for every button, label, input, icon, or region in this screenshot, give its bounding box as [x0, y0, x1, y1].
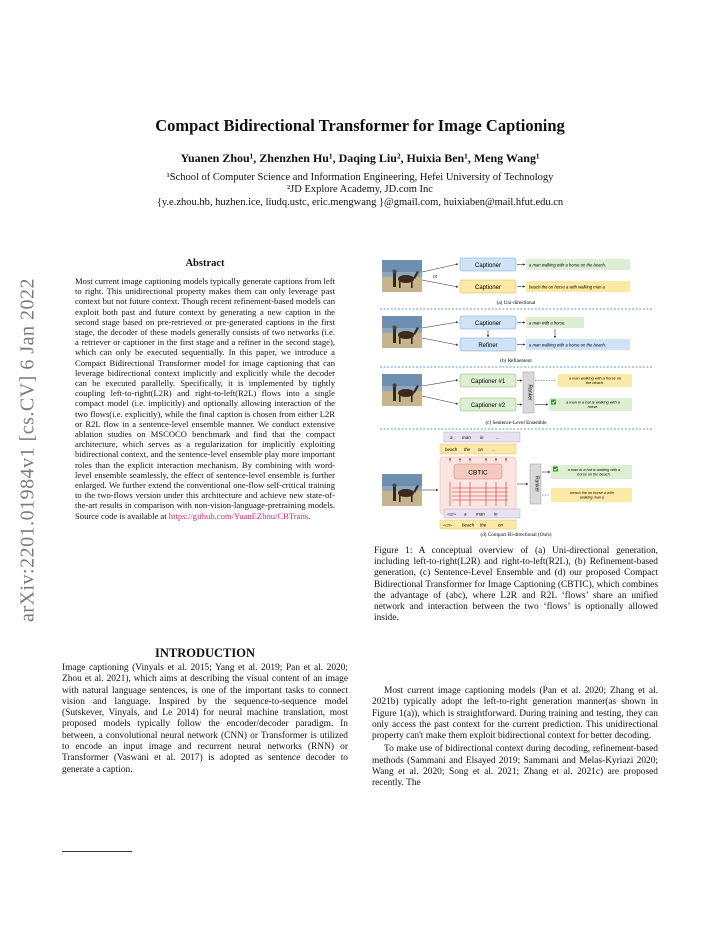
- panel-b-label: (b) Refinement: [500, 358, 532, 364]
- figure-1: [380, 252, 652, 539]
- ranker-label: Ranker: [526, 384, 533, 401]
- coarse-caption: a man with a horse.: [529, 320, 566, 326]
- captioner-label: Captioner: [474, 321, 502, 327]
- token: a: [450, 435, 453, 440]
- check-icon: [553, 467, 558, 472]
- or-label: or: [433, 274, 438, 280]
- intro-column-right: [372, 686, 658, 790]
- token: the: [480, 522, 487, 528]
- token: beach: [462, 522, 475, 528]
- selected-caption: a man in a hat is walking with a horse on the beach.: [567, 468, 621, 477]
- paper-title: Compact Bidirectional Transformer for Image Captioning: [155, 116, 565, 135]
- captioner-label: Captioner: [474, 263, 502, 269]
- token: <l2r>: [447, 511, 457, 517]
- abstract-text: Most current image captioning models typically generate captions from left to right. This unidirectional property makes them can only leverage past context but not future context. Though recent refinement-based models can exploit both past and future context by generating a new caption in the second stage based on pre-retrieved or pre-generated captions in the first stage, the decoder of these models generally consists of two networks (i.e. a retriever or captioner in the first stage and a refiner in the second stage), which can only be executed sequentially. In this paper, we introduce a Compact Bidirectional Transformer model for image captioning that can leverage bidirectional context implicitly and explicitly while the decoder can be executed parallelly. Specifically, it is implemented by tightly coupling left-to-right(L2R) and right-to-left(R2L) flows into a single compact model (i.e. implicitly) and optionally allowing interaction of the two flows(i.e. explicitly), while the final caption is chosen from either L2R or R2L flow in a sentence-level ensemble manner. We conduct extensive ablation studies on MSCOCO benchmark and find that the compact architecture, which serves as a regularization for implicitly exploiting bidirectional context, and the sentence-level ensemble play more important roles than the explicit interaction mechanism. By combining with word-level ensemble seamlessly, the effect of sentence-level ensemble is further enlarged. We further extend the conventional one-flow self-critical training to the two-flows version under this architecture and achieve new state-of-the-art results in comparison with non-vision-language-pretraining models. Source code is available at: [75, 276, 335, 521]
- panel-c-image: [382, 374, 422, 406]
- token: <r2l>: [443, 522, 453, 528]
- token: beach: [445, 447, 458, 452]
- ranker-label: Ranker: [533, 475, 540, 493]
- intro-paragraph-1: Image captioning (Vinyals et al. 2015; Yang et al. 2019; Pan et al. 2020; Zhou et al. 2021), which aims at describing the visual content of an image with natural language sentences, is one of the important tasks to connect vision and language. Inspired by the sequence-to-sequence model (Sutskever, Vinyals, and Le 2014) for neural machine translation, most proposed models typically follow the encoder/decoder paradigm. In between, a convolutional neural network (CNN) or Transformer is utilized to encode an input image and recurrent neural networks (RNN) or Transformer (Vaswani et al. 2017) is adopted as sentence decoder to generate a caption.: [62, 663, 348, 775]
- panel-a-uni-directional: [380, 258, 652, 309]
- refined-caption: a man walking with a horse on the beach.: [529, 342, 607, 348]
- token: in: [494, 511, 498, 517]
- introduction-heading: INTRODUCTION: [154, 646, 255, 660]
- captioner-1-label: Captioner #1: [470, 379, 506, 385]
- token: man: [462, 435, 471, 440]
- panel-a-label: (a) Uni-directional: [496, 300, 536, 306]
- token: on: [498, 522, 504, 528]
- refiner-label: Refiner: [478, 343, 498, 349]
- selected-caption: a man in a hat is walking with a horse.: [566, 399, 620, 410]
- abstract-body: Most current image captioning models typically generate captions from left to right. This unidirectional property makes them can only leverage past context but not future context. Though recent refinement-based models can exploit both past and future context by generating a new caption in the second stage based on pre-retrieved or pre-generated captions in the first stage, the decoder of these models generally consists of two networks (i.e. a retriever or captioner in the first stage and a refiner in the second stage), which can only be executed sequentially. In this paper, we introduce a Compact Bidirectional Transformer model for image captioning that can leverage bidirectional context implicitly and explicitly while the decoder can be executed parallelly. Specifically, it is implemented by tightly coupling left-to-right(L2R) and right-to-left(R2L) flows into a single compact model (i.e. implicitly) and optionally allowing interaction of the two flows(i.e. explicitly), while the final caption is chosen from either L2R or R2L flow in a sentence-level ensemble manner. We conduct extensive ablation studies on MSCOCO benchmark and find that the compact architecture, which serves as a regularization for implicitly exploiting bidirectional context, and the sentence-level ensemble play more important roles than the explicit interaction mechanism. By combining with word-level ensemble seamlessly, the effect of sentence-level ensemble is further enlarged. We further extend the conventional one-flow self-critical training to the two-flows version under this architecture and achieve new state-of-the-art results in comparison with non-vision-language-pretraining models. Source code is available at https://github.com/YuanEZhou/CBTrans.: [75, 276, 335, 521]
- candidate-caption: beach the on horse a with walking man a: [570, 491, 614, 500]
- source-code-link[interactable]: https://github.com/YuanEZhou/CBTrans: [168, 510, 309, 521]
- token: in: [480, 435, 484, 440]
- captioner-2-label: Captioner #2: [470, 403, 506, 409]
- author-emails: {y.e.zhou.hb, huzhen.ice, liudq.ustc, eric.mengwang }@gmail.com, huixiaben@mail.hfut.edu.cn: [156, 197, 564, 208]
- panel-d-image: [382, 474, 422, 506]
- arxiv-side-stamp: arXiv:2201.01984v1 [cs.CV] 6 Jan 2022: [16, 277, 39, 623]
- token: on: [478, 447, 484, 452]
- panel-c-sentence-level-ensemble: [380, 372, 652, 429]
- figure-1-caption: Figure 1: A conceptual overview of (a) Uni-directional generation, including left-to-right(L2R) and right-to-left(R2L), (b) Refinement-based generation, (c) Sentence-Level Ensemble and (d) our proposed Compact Bidirectional Transformer for Image Captioning (CBTIC), which combines the advantage of (abc), where L2R and R2L ‘flows’ share an unified network and interaction between the two ‘flows’ is optionally allowed inside.: [374, 546, 658, 624]
- footnote-rule: [62, 851, 132, 852]
- token: ...: [496, 435, 500, 440]
- check-icon: [551, 400, 556, 405]
- panel-b-image: [382, 316, 422, 348]
- intro-column-left: [62, 663, 348, 776]
- panel-a-image: [382, 260, 422, 292]
- panel-d-compact-bidirectional: [382, 432, 632, 538]
- panel-d-label: (d) Compact Bi-directional (Ours): [480, 532, 552, 538]
- affiliation-2: ²JD Explore Academy, JD.com Inc: [287, 184, 433, 195]
- token: man: [476, 511, 485, 517]
- affiliation-1: ¹School of Computer Science and Information Engineering, Hefei University of Technology: [166, 172, 554, 183]
- token: the: [464, 447, 471, 452]
- panel-b-refinement: [380, 316, 652, 367]
- cbtic-label: CBTIC: [468, 469, 488, 477]
- l2r-output: a man walking with a horse on the beach.: [529, 262, 607, 268]
- intro-paragraph-3: To make use of bidirectional context during decoding, refinement-based methods (Sammani and Elsayed 2019; Sammani and Melas-Kyriazi 2020; Wang et al. 2020; Song et al. 2021; Zhang et al. 2021c) are proposed recently. The: [372, 744, 658, 789]
- token: ...: [492, 447, 496, 452]
- intro-paragraph-2: Most current image captioning models (Pan et al. 2020; Zhang et al. 2021b) typically adopt the left-to-right generation manner(as shown in Figure 1(a)), which is straightforward. During training and testing, they can only access the past context for the current prediction. This unidirectional property can't make them exploit bidirectional context for better decoding.: [372, 686, 658, 742]
- captioner-label: Captioner: [474, 285, 502, 291]
- panel-c-label: (c) Sentence-Level Ensemble: [485, 420, 547, 426]
- candidate-caption: a man walking with a horse on the beach.: [568, 375, 622, 386]
- paper-authors: Yuanen Zhou¹, Zhenzhen Hu¹, Daqing Liu², Huixia Ben¹, Meng Wang¹: [180, 151, 540, 165]
- abstract-heading: Abstract: [185, 258, 225, 269]
- token: a: [464, 511, 467, 517]
- r2l-output: beach the on horse a with walking man a: [529, 284, 605, 290]
